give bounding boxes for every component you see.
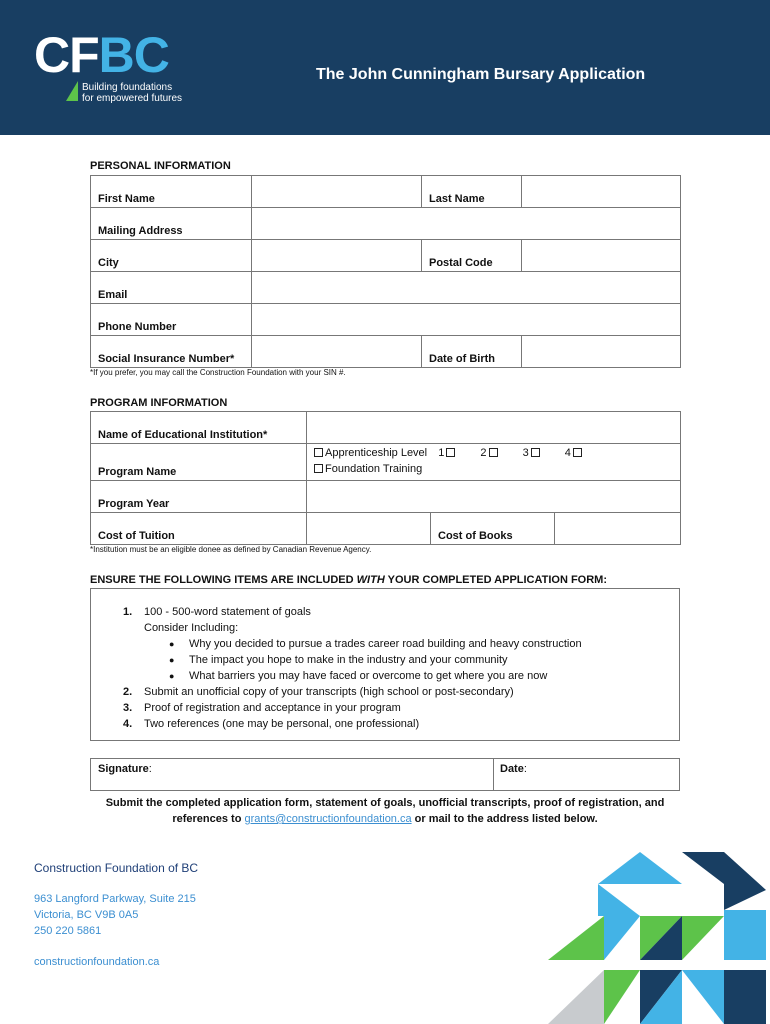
apprenticeship-row: Apprenticeship Level 1 2 3 4 [314,445,673,461]
list-item: Consider Including: [144,622,239,634]
checklist-list [123,604,582,732]
institution-note: *Institution must be an eligible donee as defined by Canadian Revenue Agency. [90,545,372,554]
level-3-checkbox[interactable] [531,448,540,457]
sin-label: Social Insurance Number* [91,336,252,368]
signature-box [90,758,680,791]
phone-field[interactable] [252,304,681,336]
postal-code-label: Postal Code [422,240,522,272]
books-label: Cost of Books [431,513,555,545]
page-title: The John Cunningham Bursary Application [316,66,646,83]
list-item: 3. Proof of registration and acceptance in your program [123,702,401,714]
decorative-triangles-graphic [548,850,770,1024]
first-name-label: First Name [91,176,252,208]
logo-wordmark: CFBC [34,27,169,83]
date-field[interactable]: Date: [500,763,527,775]
institution-field[interactable] [307,412,681,444]
footer-phone: 250 220 5861 [34,925,102,937]
mailing-address-label: Mailing Address [91,208,252,240]
mailing-address-field[interactable] [252,208,681,240]
checklist-box [90,588,680,741]
logo-tagline: Building foundations for empowered futures [82,82,183,104]
header-banner [0,0,770,135]
signature-field[interactable]: Signature: [98,763,152,775]
program-year-label: Program Year [91,481,307,513]
signature-divider [493,759,494,791]
sin-field[interactable] [252,336,422,368]
footer-website-link[interactable]: constructionfoundation.ca [34,956,160,968]
first-name-field[interactable] [252,176,422,208]
foundation-checkbox[interactable] [314,464,323,473]
cfbc-logo [34,27,184,110]
list-item: 1. 100 - 500-word statement of goals [123,606,311,618]
phone-label: Phone Number [91,304,252,336]
city-label: City [91,240,252,272]
list-item: ● The impact you hope to make in the industry and your community [169,654,508,666]
footer-org-name: Construction Foundation of BC [34,861,199,875]
list-item: 2. Submit an unofficial copy of your transcripts (high school or post-secondary) [123,686,514,698]
postal-code-field[interactable] [522,240,681,272]
sin-note: *If you prefer, you may call the Construction Foundation with your SIN #. [90,368,346,377]
list-item: ● What barriers you may have faced or overcome to get where you are now [169,670,548,682]
level-1-checkbox[interactable] [446,448,455,457]
program-year-field[interactable] [307,481,681,513]
institution-label: Name of Educational Institution* [91,412,307,444]
program-name-options [307,444,681,481]
dob-label: Date of Birth [422,336,522,368]
tuition-label: Cost of Tuition [91,513,307,545]
grants-email-link[interactable]: grants@constructionfoundation.ca [244,813,412,825]
email-field[interactable] [252,272,681,304]
city-field[interactable] [252,240,422,272]
program-info-heading: PROGRAM INFORMATION [90,397,228,409]
personal-info-heading: PERSONAL INFORMATION [90,160,231,172]
books-field[interactable] [555,513,681,545]
personal-info-table [90,175,681,368]
list-item: ● Why you decided to pursue a trades career road building and heavy construction [169,638,582,650]
last-name-field[interactable] [522,176,681,208]
footer-address-1: 963 Langford Parkway, Suite 215 [34,893,196,905]
checklist-heading: ENSURE THE FOLLOWING ITEMS ARE INCLUDED WITH YOUR COMPLETED APPLICATION FORM: [90,574,608,586]
program-info-table [90,411,681,545]
apprenticeship-checkbox[interactable] [314,448,323,457]
footer-address-2: Victoria, BC V9B 0A5 [34,909,139,921]
list-item: 4. Two references (one may be personal, one professional) [123,718,420,730]
last-name-label: Last Name [422,176,522,208]
level-2-checkbox[interactable] [489,448,498,457]
logo-triangle-icon [66,81,78,101]
program-name-label: Program Name [91,444,307,481]
dob-field[interactable] [522,336,681,368]
level-4-checkbox[interactable] [573,448,582,457]
email-label: Email [91,272,252,304]
submit-instructions: Submit the completed application form, statement of goals, unofficial transcripts, proof of registration, and references to grants@constructionfoundation.ca or mail to the address listed below. [105,797,665,825]
foundation-row: Foundation Training [314,461,673,477]
tuition-field[interactable] [307,513,431,545]
